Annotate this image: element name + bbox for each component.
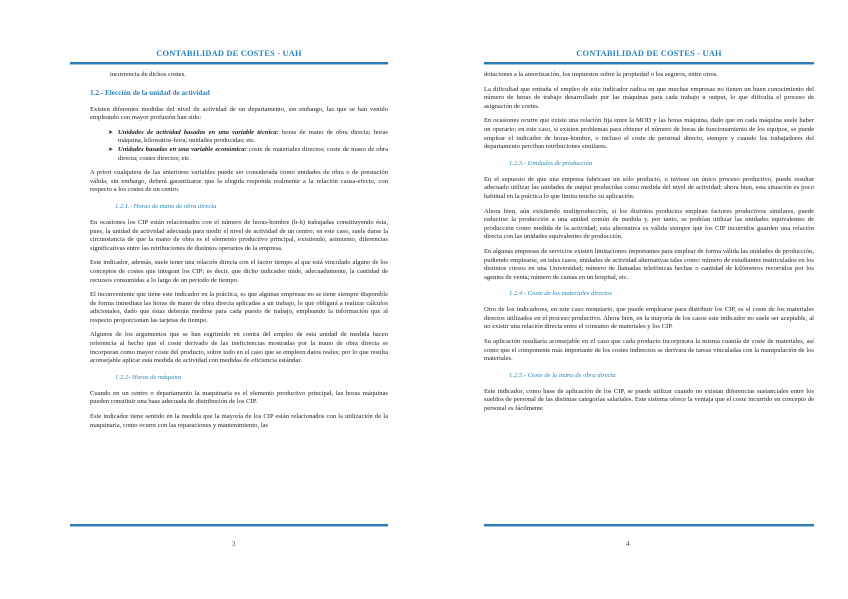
subsection-heading: 1.2.1.- Horas de mano de obra directa (115, 202, 217, 210)
paragraph: Este indicador, como base de aplicación de los CIP, se puede utilizar cuando no existan diferencias sustanciales entre los sueldos de personal de las distintas categorías salariales. Este sistema ofrece la ventaja que el coste incurrido en concepto de personal es fácilmente (484, 387, 814, 413)
paragraph: Cuando en un centro o departamento la maquinaria es el elemento productivo principal, las horas máquinas pueden constituir una base adecuada de distribución de los CIP. (90, 389, 388, 406)
header-rule (484, 62, 814, 65)
arrow-bullet-icon: ➤ (108, 129, 114, 136)
section-heading: 1.2.- Elección de la unidad de actividad (90, 88, 210, 97)
paragraph: La dificultad que entraña el empleo de este indicador radica en que muchas empresas no tienen un buen conocimiento del número de horas de trabajo desarrollado por las máquinas para cada trabajo u output, lo que dificulta el proceso de asignación de costes. (484, 85, 814, 110)
page-number: 4 (626, 540, 630, 548)
paragraph: En ocasiones los CIP están relacionados con el número de horas-hombre (h-h) trabajadas constituyendo ésta, pues, la unidad de actividad adecuada para medir el nivel de actividad de un centro; en este caso, suele darse la circunstancia de que la mano de obra es el elemento productivo principal, existiendo, asimismo, diferencias significativas entre las retribuciones de distintos operarios de la empresa. (90, 218, 388, 252)
paragraph: Ahora bien, aún existiendo multiproducción, si los distintos productos emplean factores productivos similares, puede reducirse la producción a una unidad común de medida y, por tanto, se podrían utilizar las unidades equivalentes de producción como medida de la actividad; esta alternativa es válida siempre que los CIP incurridos guarden una relación directa con las unidades equivalentes de producción. (484, 207, 814, 241)
list-item (108, 129, 388, 146)
list-item-text: coste de materiales directos; coste de mano de obra directa; costes directos; etc. (118, 145, 389, 162)
page-header-title: CONTABILIDAD DE COSTES - UAH (576, 49, 722, 58)
paragraph: A priori cualquiera de las anteriores variables puede ser considerada como unidades de obra o de prestación válida, sin embargo, deberá garantizarse que la elegida responda realmente a la relación causa-efecto, con respecto a los costes de un centro. (90, 169, 388, 194)
subsection-heading: 1.2.5.- Coste de la mano de obra directa (509, 371, 616, 379)
paragraph: incurrencia de dichos costes. (110, 71, 186, 78)
arrow-bullet-icon: ➤ (108, 146, 114, 153)
header-rule (70, 62, 388, 65)
footer-rule (70, 524, 388, 527)
paragraph: Su aplicación resultaría aconsejable en el caso que cada producto incorporara la misma cuantía de coste de materiales, así como que el componente más importante de los costes indirectos se derivara de tareas vinculadas con la manipulación de los materiales. (484, 338, 814, 363)
page-header-title: CONTABILIDAD DE COSTES - UAH (156, 49, 302, 58)
paragraph: Este indicador tiene sentido en la medida que la mayoría de los CIP están relacionados con la utilización de la maquinaria, como ocurre con las reparaciones y mantenimiento, las (90, 413, 388, 429)
subsection-heading: 1.2.3.- Unidades de producción (509, 159, 593, 167)
paragraph: En algunas empresas de servicios existen limitaciones importantes para emplear de forma válida las unidades de producción, pudiendo emplearse, en tales casos, unidades de actividad alternativas tales como: número de estudiantes matriculados en los distintos cursos en una Universidad; número de llamadas telefónicas hechas o cantidad de kilómetros recorridos por los agentes de venta; número de camas en un hospital, etc. (484, 247, 814, 281)
paragraph: dotaciones a la amortización, los impuestos sobre la propiedad o los seguros, entre otros. (484, 71, 719, 78)
paragraph: Algunos de los argumentos que se han esgrimido en contra del empleo de esta unidad de medida hacen referencia al hecho que el coste derivado de las ineficiencias mostradas por la mano de obra directa se incorporan como mayor coste del producto, sobre todo en el caso que se empleen datos reales; por lo que resulta aconsejable aplicar esta medida de actividad con medidas de eficiencia estándar. (90, 331, 388, 365)
list-item-text: horas de mano de obra directa; horas máquina, kilowatios-hora; unidades producidas; etc. (118, 128, 388, 145)
footer-rule (484, 524, 814, 527)
right-page (424, 0, 848, 599)
list-item (108, 146, 388, 163)
paragraph: En el supuesto de que una empresa fabricase un sólo producto, o tuviese un único proceso productivo, puede resultar adecuado utilizar las unidades de output producidas como medida del nivel de actividad; ahora bien, esta situación es poco habitual en la práctica lo que limita mucho su aplicación. (484, 175, 814, 200)
right-page-content (484, 71, 814, 414)
paragraph: Este indicador, además, suele tener una relación directa con el factor tiempo al que está vinculado alguno de los conceptos de costes que integran los CIP; es decir, que dicho indicador mide, adecuadamente, la cantidad de recursos consumidas a lo largo de un periodo de tiempo. (90, 259, 388, 284)
subsection-heading: 1.2.2- Horas de máquina (115, 373, 182, 381)
page-number: 3 (232, 540, 236, 548)
paragraph: El inconveniente que tiene este indicador en la práctica, es que algunas empresas no se tiene siempre disponible de forma inmediata las horas de mano de obra directa aplicadas a un trabajo, lo que obligará a realizar cálculos adicionales, dado que éstas deberán medirse para cada puesto de trabajo, empleando la información que al respecto proporcionan las tarjetas de tiempo. (90, 291, 388, 324)
paragraph: En ocasiones ocurre que existe una relación fija entre la MOD y las horas máquina, dado que en cada máquina suele haber un operario; en este caso, si existen problemas para obtener el número de horas de funcionamiento de los equipos, se puede emplear el indicador de horas-hombre, o incluso el coste de personal directo, siempre y cuando los trabajadores del departamento perciban retribuciones similares. (484, 117, 814, 151)
bullet-list (90, 129, 388, 163)
left-page-content (90, 71, 388, 430)
list-item-term: Unidades basadas en una variable económica: (118, 145, 247, 153)
subsection-heading: 1.2.4.- Coste de los materiales directos (509, 290, 613, 298)
paragraph: Otro de los indicadores, en este caso monetario, que puede emplearse para distribuir los CIP, es el coste de los materiales directos utilizados en el proceso productivo. Ahora bien, en la mayoría de los casos este indicador no suele ser aceptable, al no existir una relación directa entre el consumo de materiales y los CIP. (484, 306, 814, 331)
paragraph: Existen diferentes medidas del nivel de actividad de un departamento, sin embargo, las que se han venido empleando con mayor profusión han sido: (90, 105, 388, 122)
list-item-term: Unidades de actividad basadas en una variable técnica: (118, 128, 279, 136)
